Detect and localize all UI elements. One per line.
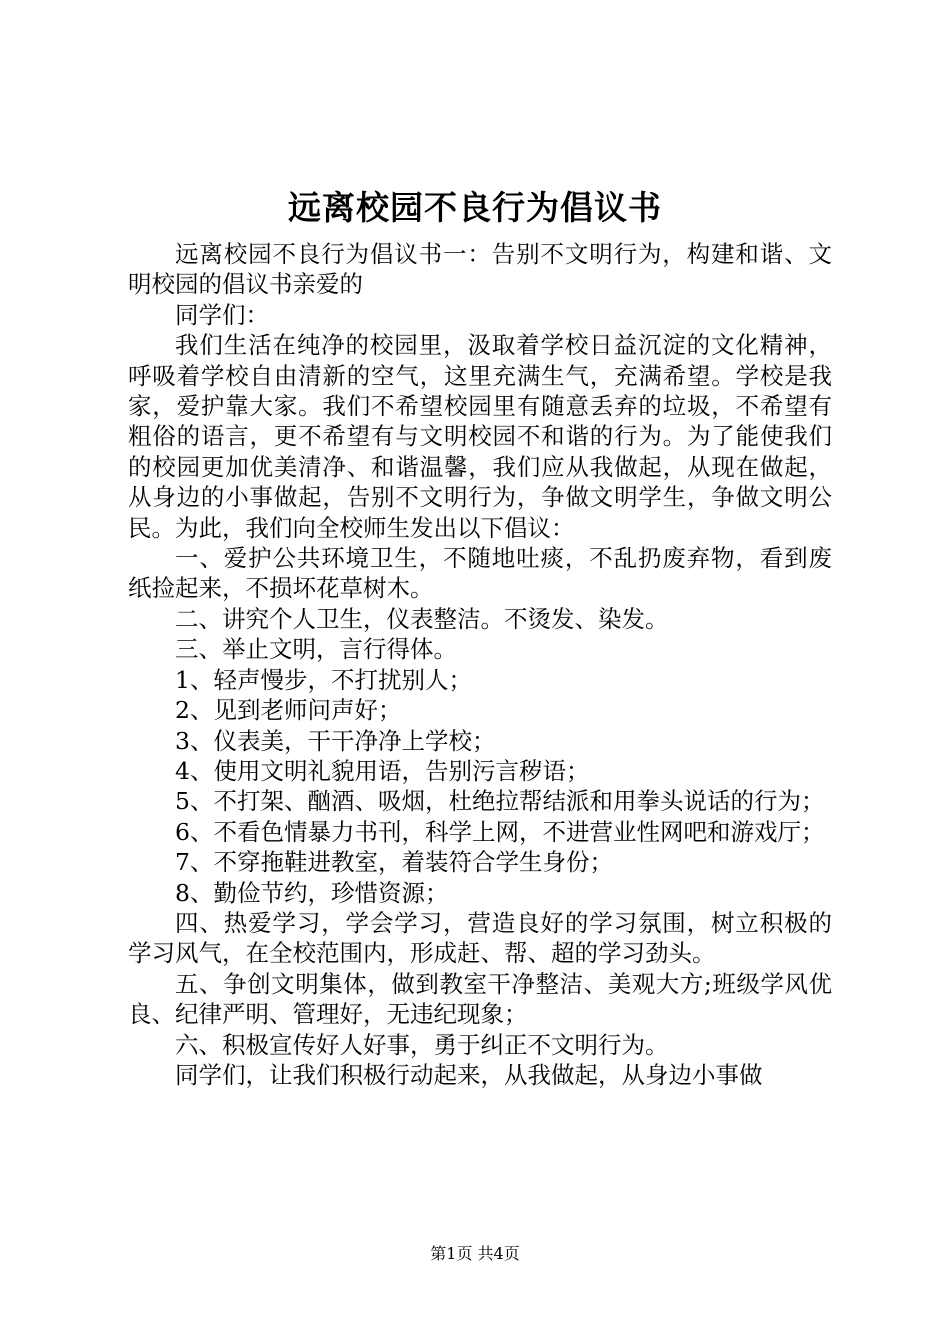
paragraph-item-3: 三、举止文明，言行得体。: [175, 635, 457, 664]
paragraph-item-1: 一、爱护公共环境卫生，不随地吐痰，不乱扔废弃物，看到废纸捡起来，不损坏花草树木。: [128, 544, 832, 603]
paragraph-subitem-2: 2、见到老师问声好；: [175, 696, 402, 725]
paragraph-item-5: 五、争创文明集体，做到教室干净整洁、美观大方;班级学风优良、纪律严明、管理好，无违纪现象；: [128, 969, 832, 1029]
paragraph-subitem-6: 6、不看色情暴力书刊，科学上网，不进营业性网吧和游戏厅；: [175, 817, 825, 846]
paragraph-subitem-4: 4、使用文明礼貌用语，告别污言秽语；: [175, 756, 590, 785]
document-title: 远离校园不良行为倡议书: [288, 188, 662, 227]
paragraph-subitem-7: 7、不穿拖鞋进教室，着装符合学生身份；: [175, 848, 613, 877]
paragraph-intro: 远离校园不良行为倡议书一：告别不文明行为，构建和谐、文明校园的倡议书亲爱的: [128, 240, 832, 299]
paragraph-subitem-8: 8、勤俭节约，珍惜资源；: [175, 878, 449, 907]
paragraph-main: 我们生活在纯净的校园里，汲取着学校日益沉淀的文化精神，呼吸着学校自由清新的空气，这里充满生气，充满希望。学校是我家，爱护靠大家。我们不希望校园里有随意丢弃的垃圾，不希望有粗俗的语言，更不希望有与文明校园不和谐的行为。为了能使我们的校园更加优美清净、和谐温馨，我们应从我做起，从现在做起，从身边的小事做起，告别不文明行为，争做文明学生，争做文明公民。为此，我们向全校师生发出以下倡议：: [128, 331, 832, 542]
paragraph-subitem-1: 1、轻声慢步，不打扰别人；: [175, 665, 472, 694]
paragraph-subitem-5: 5、不打架、酗酒、吸烟，杜绝拉帮结派和用拳头说话的行为；: [175, 787, 825, 816]
page-number-footer: 第1页 共4页: [430, 1244, 520, 1263]
paragraph-item-4: 四、热爱学习，学会学习，营造良好的学习氛围，树立积极的学习风气，在全校范围内，形成赶、帮、超的学习劲头。: [128, 908, 832, 968]
paragraph-salutation: 同学们：: [175, 300, 269, 329]
document-body: [128, 239, 832, 1090]
paragraph-item-2: 二、讲究个人卫生，仪表整洁。不烫发、染发。: [175, 604, 669, 633]
paragraph-item-6: 六、积极宣传好人好事，勇于纠正不文明行为。: [175, 1030, 669, 1059]
paragraph-closing: 同学们，让我们积极行动起来，从我做起，从身边小事做: [175, 1060, 763, 1089]
paragraph-subitem-3: 3、仪表美，干干净净上学校；: [175, 726, 496, 755]
